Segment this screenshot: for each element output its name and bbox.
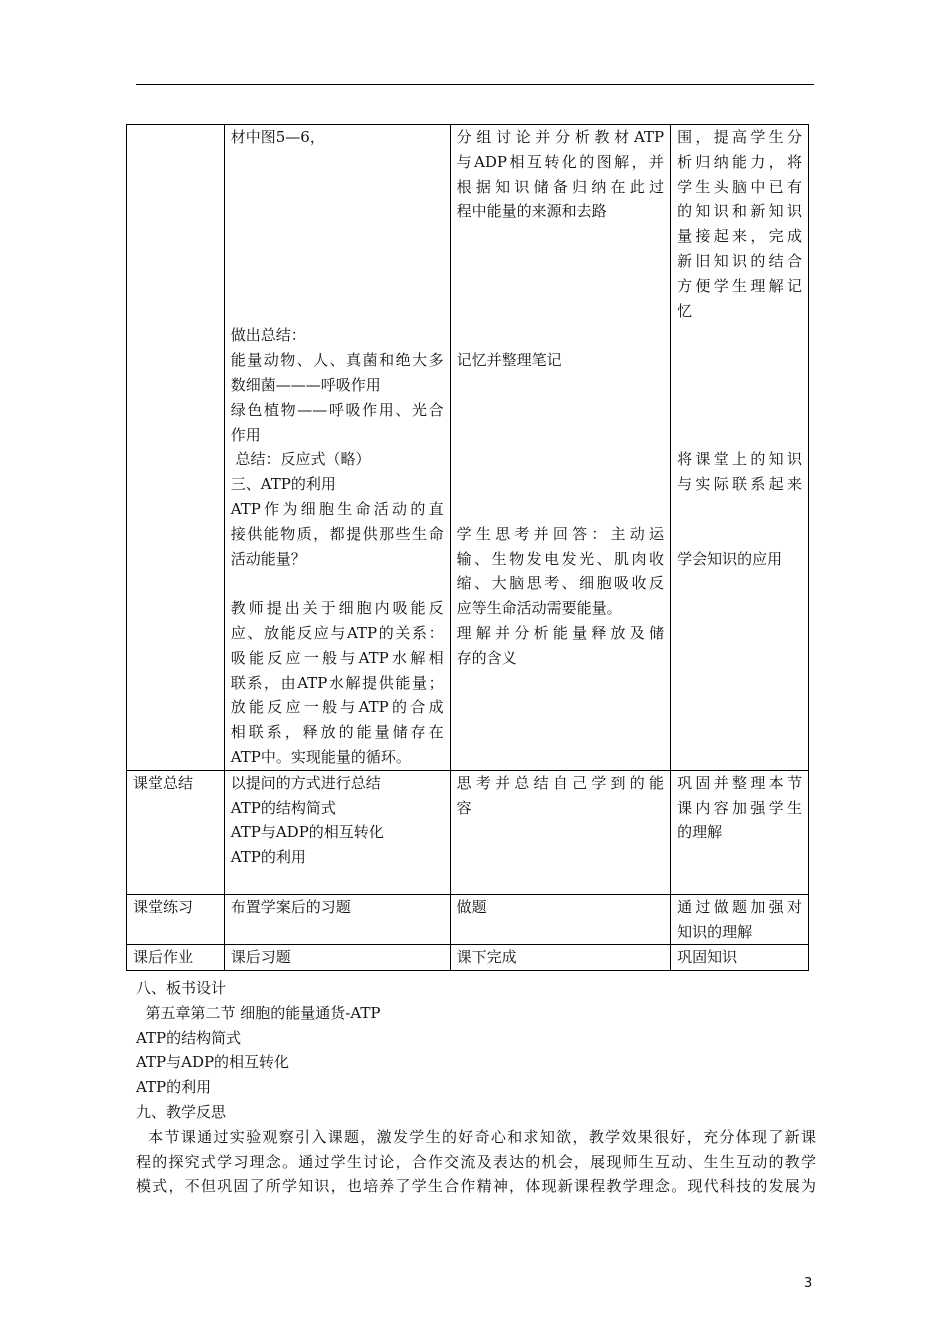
cell-line: 根据知识储备归纳在此过 bbox=[456, 177, 665, 196]
table-row bbox=[127, 770, 809, 894]
header-rule bbox=[136, 84, 814, 85]
lesson-plan-table bbox=[126, 124, 809, 971]
table-cell-teacher-activity bbox=[224, 894, 450, 945]
board-line: ATP的结构简式 bbox=[136, 1028, 242, 1047]
cell-line: 分组讨论并分析教材ATP bbox=[456, 128, 665, 146]
table-cell-stage: 课堂练习 bbox=[127, 894, 225, 945]
cell-line: 巩固知识 bbox=[677, 948, 738, 967]
cell-line: 量接起来，完成 bbox=[677, 227, 802, 246]
table-cell-student-activity bbox=[450, 894, 670, 945]
cell-line: 做题 bbox=[456, 897, 487, 916]
table-cell-teacher-activity bbox=[224, 945, 450, 971]
cell-line: 放能反应一般与ATP的合成 bbox=[230, 698, 444, 717]
cell-line: 课内容加强学生 bbox=[677, 798, 802, 817]
cell-line: 学生思考并回答：主动运 bbox=[456, 524, 665, 543]
cell-line: 方便学生理解记 bbox=[677, 276, 802, 295]
cell-line: 接供能物质，都提供那些生命 bbox=[230, 524, 444, 543]
table-cell-stage: 课堂总结 bbox=[127, 770, 225, 894]
cell-line: 记忆并整理笔记 bbox=[456, 351, 562, 370]
cell-line: 相联系，释放的能量储存在 bbox=[230, 723, 444, 742]
table-cell-student-activity bbox=[450, 125, 670, 771]
cell-line: 理解并分析能量释放及储 bbox=[456, 623, 665, 642]
cell-line: ATP的利用 bbox=[230, 848, 306, 867]
cell-line: 通过做题加强对 bbox=[677, 897, 802, 916]
cell-line: 新旧知识的结合 bbox=[677, 251, 802, 270]
table-cell-teacher-activity bbox=[224, 770, 450, 894]
table-row bbox=[127, 945, 809, 971]
cell-line: 的理解 bbox=[677, 823, 723, 842]
cell-line: 作用 bbox=[230, 425, 261, 444]
cell-line: 知识的理解 bbox=[677, 922, 753, 941]
table-row bbox=[127, 125, 809, 771]
page-number: 3 bbox=[804, 1276, 813, 1291]
cell-line: 以提问的方式进行总结 bbox=[230, 773, 381, 792]
cell-line: 能量动物、人、真菌和绝大多 bbox=[230, 351, 444, 370]
cell-line: ATP的结构简式 bbox=[230, 798, 336, 817]
table-cell-stage: 课后作业 bbox=[127, 945, 225, 971]
body-text bbox=[136, 976, 816, 1199]
board-line: ATP的利用 bbox=[136, 1078, 212, 1097]
board-line: 第五章第二节 细胞的能量通货-ATP bbox=[136, 1003, 381, 1022]
table-cell-design-intent bbox=[671, 125, 809, 771]
cell-line: 与实际联系起来 bbox=[677, 475, 802, 494]
cell-line: 将课堂上的知识 bbox=[677, 450, 802, 469]
cell-line: 容 bbox=[456, 798, 472, 817]
cell-line: 思考并总结自己学到的能 bbox=[456, 773, 665, 792]
cell-line: 学生头脑中已有 bbox=[677, 177, 802, 196]
table-cell-stage bbox=[127, 125, 225, 771]
paragraph-line: 程的探究式学习理念。通过学生讨论，合作交流及表达的机会，展现师生互动、生生互动的教学 bbox=[136, 1152, 816, 1171]
cell-line: 学会知识的应用 bbox=[677, 549, 783, 568]
cell-line: ATP中。实现能量的循环。 bbox=[230, 747, 411, 766]
cell-line: 程中能量的来源和去路 bbox=[456, 202, 607, 221]
cell-line: 析归纳能力，将 bbox=[677, 152, 802, 171]
cell-line: 活动能量？ bbox=[230, 549, 306, 568]
cell-line: 巩固并整理本节 bbox=[677, 773, 802, 792]
section-heading: 八、板书设计 bbox=[136, 979, 227, 997]
cell-line: 总结：反应式（略） bbox=[230, 450, 371, 469]
cell-line: 缩、大脑思考、细胞吸收反 bbox=[456, 574, 665, 593]
table-cell-design-intent bbox=[671, 894, 809, 945]
cell-line: 联系，由ATP水解提供能量； bbox=[230, 673, 444, 692]
cell-line: 三、ATP的利用 bbox=[230, 475, 336, 494]
cell-line: 围，提高学生分 bbox=[677, 128, 802, 146]
table-cell-student-activity bbox=[450, 945, 670, 971]
cell-line: 布置学案后的习题 bbox=[230, 897, 351, 916]
cell-line: ATP作为细胞生命活动的直 bbox=[230, 499, 444, 518]
cell-line: 吸能反应一般与ATP水解相 bbox=[230, 648, 444, 667]
table-cell-teacher-activity bbox=[224, 125, 450, 771]
cell-line: 应等生命活动需要能量。 bbox=[456, 599, 622, 618]
table-cell-design-intent bbox=[671, 770, 809, 894]
cell-line: 做出总结： bbox=[230, 326, 306, 345]
cell-line: 数细菌———呼吸作用 bbox=[230, 375, 381, 394]
board-line: ATP与ADP的相互转化 bbox=[136, 1053, 290, 1072]
cell-line: 输、生物发电发光、肌肉收 bbox=[456, 549, 665, 568]
paragraph-line: 模式，不但巩固了所学知识，也培养了学生合作精神，体现新课程教学理念。现代科技的发展为 bbox=[136, 1177, 816, 1196]
cell-line: 的知识和新知识 bbox=[677, 202, 802, 221]
section-heading: 九、教学反思 bbox=[136, 1102, 227, 1121]
cell-line: 应、放能反应与ATP的关系： bbox=[230, 623, 444, 642]
cell-line: 课下完成 bbox=[456, 948, 517, 967]
cell-line: 课后习题 bbox=[230, 948, 291, 967]
table-cell-student-activity bbox=[450, 770, 670, 894]
table-row bbox=[127, 894, 809, 945]
cell-line: ATP与ADP的相互转化 bbox=[230, 823, 384, 842]
cell-line: 忆 bbox=[677, 301, 693, 320]
paragraph-line: 本节课通过实验观察引入课题，激发学生的好奇心和求知欲，教学效果很好，充分体现了新课 bbox=[136, 1127, 816, 1146]
cell-line: 材中图5—6， bbox=[230, 128, 325, 146]
table-cell-design-intent bbox=[671, 945, 809, 971]
cell-line: 绿色植物——呼吸作用、光合 bbox=[230, 400, 444, 419]
cell-line: 与ADP相互转化的图解，并 bbox=[456, 152, 665, 171]
cell-line: 教师提出关于细胞内吸能反 bbox=[230, 599, 444, 618]
cell-line: 存的含义 bbox=[456, 648, 517, 667]
